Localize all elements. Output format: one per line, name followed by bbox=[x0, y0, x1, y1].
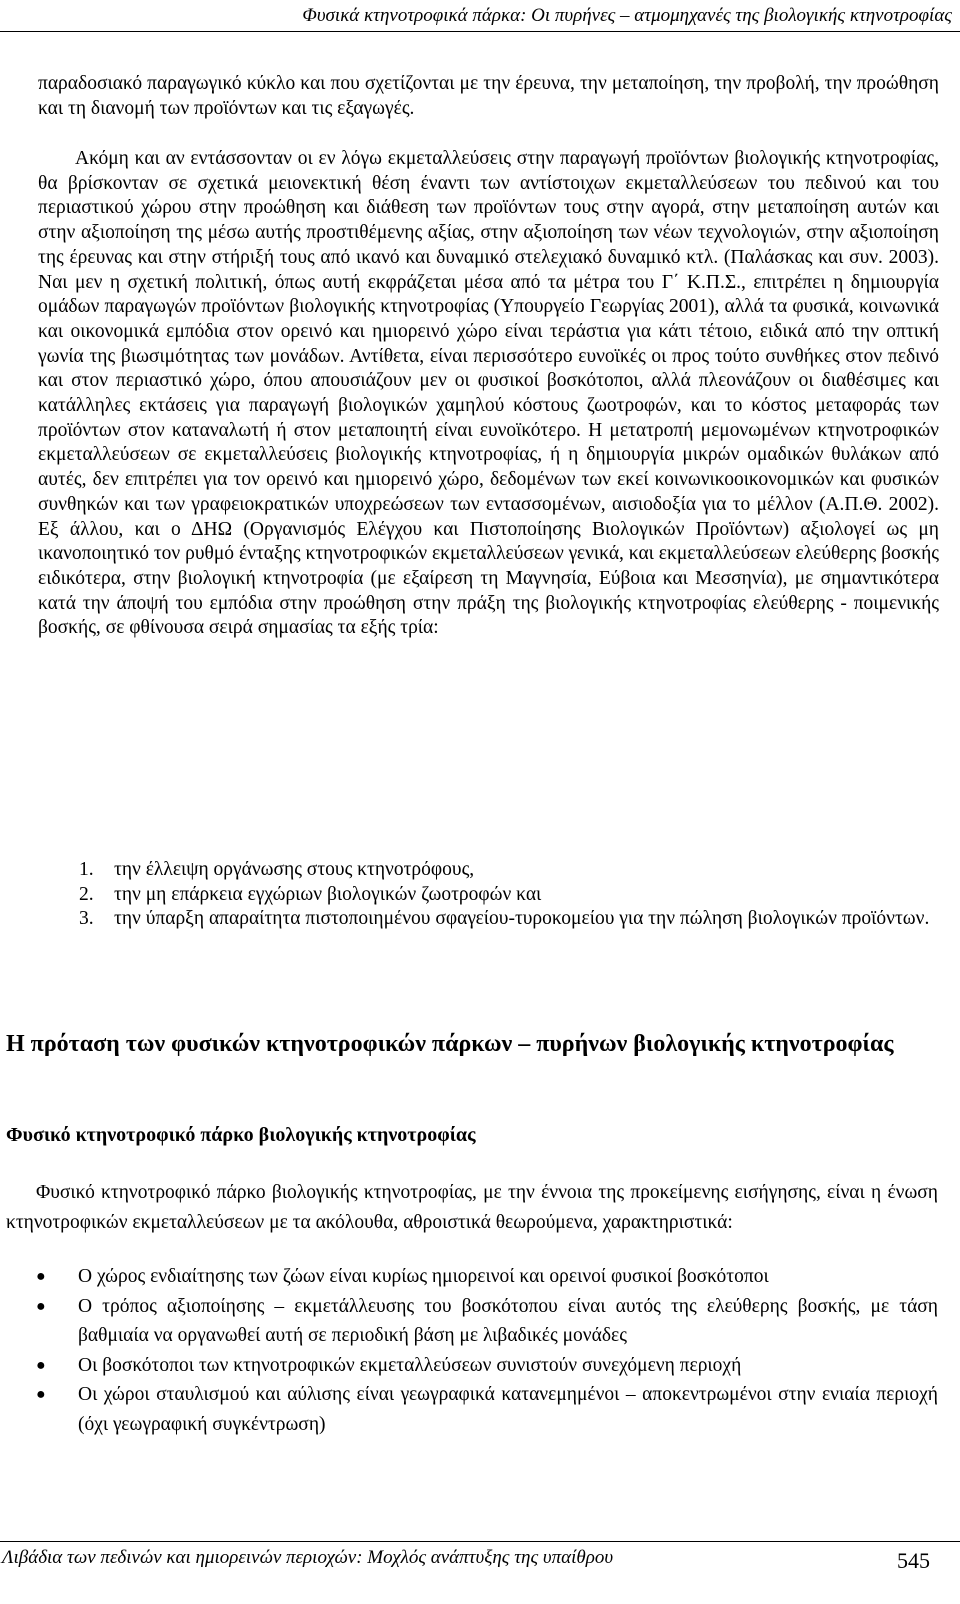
list-item bbox=[6, 1351, 938, 1381]
list-item-text: Ο τρόπος αξιοποίησης – εκμετάλλευσης του βοσκότοπου είναι αυτός της ελεύθερης βοσκής, με τάση βαθμιαία να οργανωθεί αυτή σε περιοδική βάση με λιβαδικές μονάδες bbox=[78, 1295, 938, 1346]
paragraph-definition: Φυσικό κτηνοτροφικό πάρκο βιολογικής κτηνοτροφίας, με την έννοια της προκείμενης εισήγησης, είναι η ένωση κτηνοτροφικών εκμεταλλεύσεων με τα ακόλουθα, αθροιστικά θεωρούμενα, χαρακτηριστικά: bbox=[6, 1182, 938, 1233]
paragraph-continuation: παραδοσιακό παραγωγικό κύκλο και που σχετίζονται με την έρευνα, την μεταποίηση, την προβολή, την προώθηση και τη διανομή των προϊόντων και τις εξαγωγές. bbox=[38, 73, 939, 119]
list-item bbox=[6, 1292, 938, 1351]
list-item-text: Ο χώρος ενδιαίτησης των ζώων είναι κυρίως ημιορεινοί και ορεινοί φυσικοί βοσκότοποι bbox=[78, 1266, 769, 1287]
subsection-heading: Φυσικό κτηνοτροφικό πάρκο βιολογικής κτηνοτροφίας bbox=[6, 1124, 476, 1146]
list-item bbox=[38, 883, 939, 908]
list-item-text: Οι χώροι σταυλισμού και αύλισης είναι γεωγραφικά κατανεμημένοι – αποκεντρωμένοι στην ενιαία περιοχή (όχι γεωγραφική συγκέντρωση) bbox=[78, 1384, 938, 1435]
bullet-icon: ● bbox=[36, 1386, 46, 1403]
bullet-icon: ● bbox=[36, 1356, 46, 1374]
list-item-text: Οι βοσκότοποι των κτηνοτροφικών εκμεταλλεύσεων συνιστούν συνεχόμενη περιοχή bbox=[78, 1354, 742, 1376]
paragraph-body: Ακόμη και αν εντάσσονταν οι εν λόγω εκμεταλλεύσεις στην παραγωγή προϊόντων βιολογικής κτηνοτροφίας, θα βρίσκονταν σε σχετικά μειονεκτική θέση έναντι των αντίστοιχων εκμεταλλεύσεων του πεδινού και του περιαστικού χώρου στην προώθηση και διάθεση των προϊόντων τους στην αγορά, στην μεταποίηση αυτών και στην αξιοποίηση της μέσω αυτής προστιθέμενης αξίας, στην αξιοποίηση των νέων τεχνολογιών, στην αξιοποίηση της έρευνας και στην στήριξή τους από ικανό και δυναμικό στελεχιακό δυναμικό κτλ. (Παλάσκας και συν. 2003). Ναι μεν η σχετική πολιτική, όπως αυτή εκφράζεται μέσα από τα μέτρα του Γ΄ Κ.Π.Σ., επιτρέπει η δημιουργία ομάδων παραγωγών προϊόντων βιολογικής κτηνοτροφίας (Υπουργείο Γεωργίας 2001), αλλά τα φυσικά, κοινωνικά και οικονομικά εμπόδια στον ορεινό και ημιορεινό χώρο είναι τεράστια για κάτι τέτοιο, ειδικά από την οπτική γωνία της βιωσιμότητας των μονάδων. Αντίθετα, είναι περισσότερο ευνοϊκές οι προς τούτο συνθήκες στον πεδινό και στον περιαστικό χώρο, όπου απουσιάζουν μεν οι φυσικοί βοσκότοποι, αλλά πλεονάζουν οι διαθέσιμες και κατάλληλες εκτάσεις για παραγωγή βιολογικών χαμηλού κόστους ζωοτροφών, και το κόστος μεταφοράς των προϊόντων στον καταναλωτή ή στον μεταποιητή είναι ευνοϊκότερο. Η μετατροπή μεμονωμένων κτηνοτροφικών εκμεταλλεύσεων σε εκμεταλλεύσεις βιολογικής κτηνοτροφίας, ή η δημιουργία μικρών ομαδικών θυλάκων από αυτές, δεν επιτρέπει για τον ορεινό και ημιορεινό χώρο, δεδομένων των εκεί κοινωνικοοικονομικών και φυσικών συνθηκών και των γραφειοκρατικών υποχρεώσεων των εντασσομένων, αισιοδοξία για το μέλλον (Α.Π.Θ. 2002). Εξ άλλου, και ο ΔΗΩ (Οργανισμός Ελέγχου και Πιστοποίησης Βιολογικών Προϊόντων) αξιολογεί ως μη ικανοποιητικό τον ρυθμό ένταξης κτηνοτροφικών εκμεταλλεύσεων γενικά, και εκμεταλλεύσεων ελεύθερης βοσκής ειδικότερα, στην βιολογική κτηνοτροφία (με εξαίρεση τη Μαγνησία, Εύβοια και Μεσσηνία), με σημαντικότερα κατά την άποψή του εμπόδια στην προώθηση στην πράξη της βιολογικής κτηνοτροφίας ελεύθερης - ποιμενικής βοσκής, σε φθίνουσα σειρά σημασίας τα εξής τρία: bbox=[38, 148, 939, 639]
list-item bbox=[38, 858, 939, 883]
list-item bbox=[6, 1380, 938, 1439]
running-header: Φυσικά κτηνοτροφικά πάρκα: Οι πυρήνες – ατμομηχανές της βιολογικής κτηνοτροφίας bbox=[302, 5, 952, 26]
page-number: 545 bbox=[897, 1548, 930, 1573]
list-item-text: την ύπαρξη απαραίτητα πιστοποιημένου σφαγείου-τυροκομείου για την πώληση βιολογικών προϊόντων. bbox=[114, 908, 930, 929]
header-divider bbox=[0, 31, 960, 32]
list-item-text: την έλλειψη οργάνωσης στους κτηνοτρόφους, bbox=[114, 859, 475, 880]
numbered-list bbox=[38, 858, 939, 932]
bullet-list bbox=[6, 1262, 938, 1439]
bullet-icon: ● bbox=[36, 1297, 46, 1315]
section-heading: Η πρόταση των φυσικών κτηνοτροφικών πάρκων – πυρήνων βιολογικής κτηνοτροφίας bbox=[6, 1031, 894, 1057]
list-item-text: την μη επάρκεια εγχώριων βιολογικών ζωοτροφών και bbox=[114, 883, 542, 905]
footer-divider bbox=[0, 1541, 960, 1542]
running-footer: Λιβάδια των πεδινών και ημιορεινών περιοχών: Μοχλός ανάπτυξης της υπαίθρου bbox=[2, 1547, 614, 1568]
list-number: 3. bbox=[79, 908, 94, 929]
list-item bbox=[6, 1262, 938, 1292]
list-number: 1. bbox=[79, 859, 94, 880]
bullet-icon: ● bbox=[36, 1268, 46, 1285]
list-item bbox=[38, 907, 939, 932]
list-number: 2. bbox=[79, 883, 94, 905]
